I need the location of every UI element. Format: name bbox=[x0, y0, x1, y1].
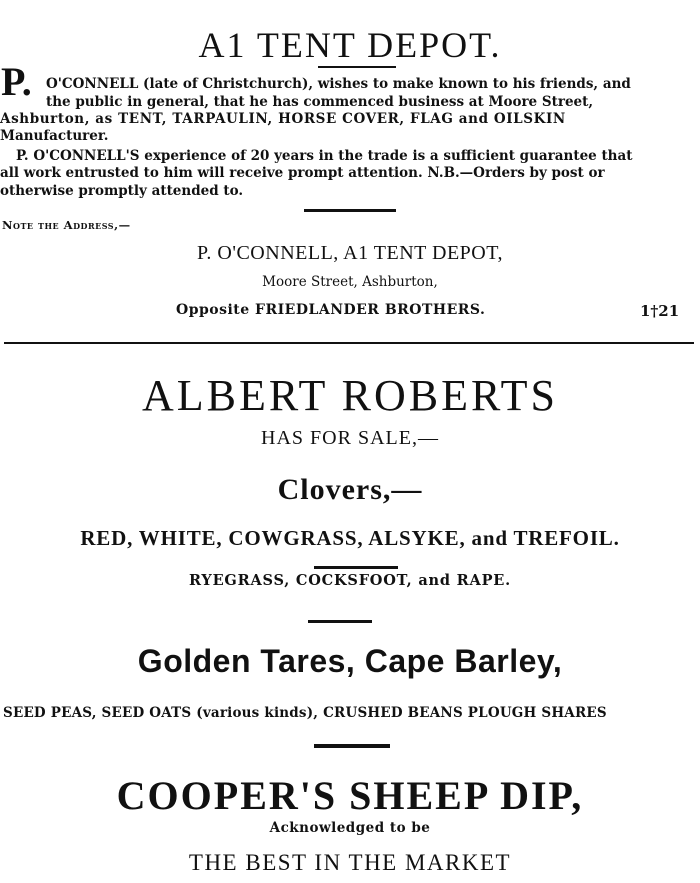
address-opposite: Opposite FRIEDLANDER BROTHERS. bbox=[176, 302, 486, 318]
drop-cap: P. bbox=[1, 59, 32, 104]
ad-separator-rule bbox=[4, 342, 694, 344]
ad1-title: A1 TENT DEPOT. bbox=[198, 25, 502, 65]
address-note: Note the Address,— bbox=[2, 218, 131, 232]
divider-3 bbox=[314, 744, 390, 748]
divider-1 bbox=[314, 566, 398, 569]
seeds-line: SEED PEAS, SEED OATS (various kinds), CRUSHED BEANS PLOUGH SHARES bbox=[3, 705, 607, 721]
body-line-3: Ashburton, as TENT, TARPAULIN, HORSE COVER, FLAG and OILSKIN bbox=[0, 111, 566, 127]
address-street: Moore Street, Ashburton, bbox=[262, 274, 438, 290]
divider-2 bbox=[308, 620, 372, 623]
body-line-4: Manufacturer. bbox=[0, 128, 109, 144]
address-name: P. O'CONNELL, A1 TENT DEPOT, bbox=[197, 242, 503, 264]
clovers-heading: Clovers,— bbox=[277, 473, 423, 506]
has-for-sale: HAS FOR SALE,— bbox=[261, 427, 439, 449]
section-divider bbox=[304, 209, 396, 212]
golden-tares: Golden Tares, Cape Barley, bbox=[137, 643, 563, 679]
title-underline bbox=[318, 66, 396, 68]
grasses-line: RYEGRASS, COCKSFOOT, and RAPE. bbox=[189, 572, 511, 589]
body-line-1: O'CONNELL (late of Christchurch), wishes to make known to his friends, and bbox=[46, 76, 631, 92]
best-in-market: THE BEST IN THE MARKET bbox=[188, 850, 512, 875]
body-line-5: P. O'CONNELL'S experience of 20 years in the trade is a sufficient guarantee that bbox=[16, 148, 633, 164]
ad-reference: 1†21 bbox=[640, 302, 680, 320]
body-line-2: the public in general, that he has commenced business at Moore Street, bbox=[46, 94, 594, 110]
ad2-title: ALBERT ROBERTS bbox=[141, 371, 559, 420]
sheep-dip-heading: COOPER'S SHEEP DIP, bbox=[116, 773, 584, 818]
body-line-6: all work entrusted to him will receive prompt attention. N.B.—Orders by post or bbox=[0, 165, 605, 181]
acknowledged-line: Acknowledged to be bbox=[269, 820, 431, 836]
clover-types: RED, WHITE, COWGRASS, ALSYKE, and TREFOIL. bbox=[80, 526, 620, 550]
body-line-7: otherwise promptly attended to. bbox=[0, 183, 244, 199]
